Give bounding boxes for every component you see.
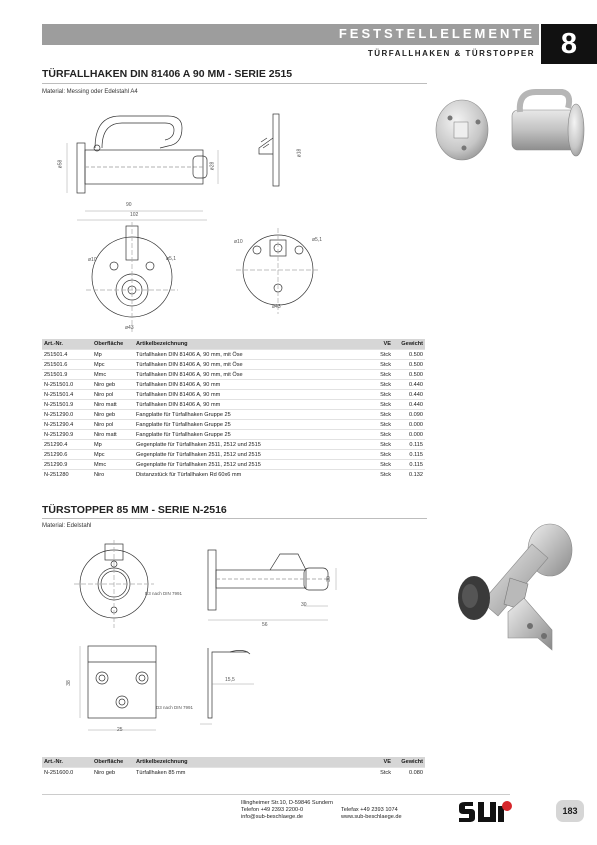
cell-weight: 0.000 bbox=[393, 420, 425, 430]
dim-d43-right: ø43 bbox=[272, 304, 281, 310]
cell-ve: Stck bbox=[365, 410, 393, 420]
th-art: Art.-Nr. bbox=[42, 757, 92, 768]
table-row bbox=[42, 420, 425, 430]
hook-front-drawing bbox=[80, 222, 190, 332]
cell-surface: Niro bbox=[92, 470, 134, 480]
product-table-1 bbox=[42, 339, 425, 479]
table-header-row bbox=[42, 757, 425, 768]
fax-line: Telefax +49 2393 1074 bbox=[341, 807, 398, 813]
section2-title: TÜRSTOPPER 85 MM - SERIE N-2516 bbox=[42, 504, 227, 516]
cell-surface: Niro geb bbox=[92, 380, 134, 390]
table-row bbox=[42, 390, 425, 400]
cell-art-nr: N-251290.9 bbox=[42, 430, 92, 440]
stopper-front-drawing bbox=[60, 540, 183, 630]
cell-surface: Niro geb bbox=[92, 410, 134, 420]
page-title: FESTSTELLELEMENTE bbox=[338, 26, 535, 41]
cell-surface: Niro matt bbox=[92, 430, 134, 440]
footer-rule bbox=[42, 794, 510, 795]
cell-weight: 0.080 bbox=[393, 768, 425, 778]
hook-side-dims bbox=[50, 108, 250, 228]
cell-art-nr: N-251501.4 bbox=[42, 390, 92, 400]
cell-surface: Mp bbox=[92, 350, 134, 360]
cell-art-nr: N-251600.0 bbox=[42, 768, 92, 778]
table-row bbox=[42, 430, 425, 440]
section2-rule bbox=[42, 518, 427, 519]
cell-surface: Mpc bbox=[92, 360, 134, 370]
cell-weight: 0.500 bbox=[393, 350, 425, 360]
stopper-product-photo bbox=[440, 518, 595, 658]
cell-description: Türfallhaken DIN 81406 A, 90 mm bbox=[134, 380, 365, 390]
th-surface: Oberfläche bbox=[92, 757, 134, 768]
cell-surface: Niro matt bbox=[92, 400, 134, 410]
cell-art-nr: 251290.9 bbox=[42, 460, 92, 470]
table-row bbox=[42, 768, 425, 778]
cell-weight: 0.090 bbox=[393, 410, 425, 420]
cell-surface: Niro pol bbox=[92, 390, 134, 400]
cell-weight: 0.115 bbox=[393, 460, 425, 470]
dim-d51-right: ø5,1 bbox=[312, 237, 323, 243]
th-desc: Artikelbezeichnung bbox=[134, 757, 365, 768]
cell-ve: Stck bbox=[365, 430, 393, 440]
sub-logo bbox=[457, 800, 517, 824]
plate-side-drawing bbox=[255, 112, 295, 192]
table-row bbox=[42, 350, 425, 360]
cell-surface: Mmc bbox=[92, 370, 134, 380]
cell-art-nr: 251501.4 bbox=[42, 350, 92, 360]
product-table-2 bbox=[42, 757, 425, 777]
chapter-badge: 8 bbox=[541, 24, 597, 64]
dim-len90: 90 bbox=[126, 202, 132, 208]
table-row bbox=[42, 460, 425, 470]
dim-d10-left: ø10 bbox=[88, 257, 97, 263]
cell-art-nr: N-251501.0 bbox=[42, 380, 92, 390]
phone-line: Telefon +49 2393 2200-0 bbox=[241, 807, 304, 813]
dim-d28: ø28 bbox=[209, 161, 216, 171]
cell-surface: Niro geb bbox=[92, 768, 134, 778]
section1-material: Material: Messing oder Edelstahl A4 bbox=[42, 89, 138, 95]
page-number: 183 bbox=[556, 800, 584, 822]
th-weight: Gewicht bbox=[393, 339, 425, 350]
cell-weight: 0.440 bbox=[393, 380, 425, 390]
footer-address bbox=[241, 800, 333, 821]
dim-d10-right: ø10 bbox=[234, 239, 243, 245]
th-ve: VE bbox=[365, 757, 393, 768]
cell-ve: Stck bbox=[365, 450, 393, 460]
table-row bbox=[42, 410, 425, 420]
dim-d51-left: ø5,1 bbox=[166, 256, 177, 262]
cell-art-nr: N-251290.0 bbox=[42, 410, 92, 420]
th-surface: Oberfläche bbox=[92, 339, 134, 350]
cell-ve: Stck bbox=[365, 370, 393, 380]
cell-weight: 0.000 bbox=[393, 430, 425, 440]
cell-description: Fangplatte für Türfallhaken Gruppe 25 bbox=[134, 420, 365, 430]
dim-d18: ø18 bbox=[296, 148, 303, 158]
cell-ve: Stck bbox=[365, 768, 393, 778]
table-row bbox=[42, 440, 425, 450]
angle-plate-side-dims bbox=[200, 644, 270, 734]
cell-ve: Stck bbox=[365, 400, 393, 410]
cell-description: Fangplatte für Türfallhaken Gruppe 25 bbox=[134, 430, 365, 440]
cell-surface: Mpc bbox=[92, 450, 134, 460]
table-row bbox=[42, 380, 425, 390]
cell-art-nr: 251501.9 bbox=[42, 370, 92, 380]
th-desc: Artikelbezeichnung bbox=[134, 339, 365, 350]
cell-ve: Stck bbox=[365, 350, 393, 360]
cell-ve: Stck bbox=[365, 420, 393, 430]
cell-ve: Stck bbox=[365, 380, 393, 390]
hook-product-photo bbox=[432, 82, 592, 174]
cell-ve: Stck bbox=[365, 460, 393, 470]
cell-description: Türfallhaken DIN 81406 A, 90 mm, mit Öse bbox=[134, 360, 365, 370]
table-row bbox=[42, 370, 425, 380]
cell-surface: Mp bbox=[92, 440, 134, 450]
dim-len102: 102 bbox=[130, 212, 139, 218]
cell-weight: 0.115 bbox=[393, 450, 425, 460]
angle-plate-dims bbox=[80, 640, 170, 740]
cell-surface: Mmc bbox=[92, 460, 134, 470]
dim-len155: 15,5 bbox=[225, 677, 235, 683]
dim-d03-top: D3 nach DIN 7991 bbox=[145, 591, 183, 596]
cell-weight: 0.500 bbox=[393, 360, 425, 370]
table-row bbox=[42, 470, 425, 480]
dim-len25: 25 bbox=[117, 727, 123, 733]
th-ve: VE bbox=[365, 339, 393, 350]
cell-weight: 0.440 bbox=[393, 390, 425, 400]
section2-material: Material: Edelstahl bbox=[42, 523, 92, 529]
cell-description: Türfallhaken DIN 81406 A, 90 mm, mit Öse bbox=[134, 370, 365, 380]
cell-description: Gegenplatte für Türfallhaken 2511, 2512 und 2515 bbox=[134, 460, 365, 470]
cell-art-nr: 251290.4 bbox=[42, 440, 92, 450]
cell-description: Türfallhaken DIN 81406 A, 90 mm bbox=[134, 390, 365, 400]
cell-description: Fangplatte für Türfallhaken Gruppe 25 bbox=[134, 410, 365, 420]
cell-art-nr: 251290.6 bbox=[42, 450, 92, 460]
th-weight: Gewicht bbox=[393, 757, 425, 768]
cell-art-nr: 251501.6 bbox=[42, 360, 92, 370]
table-header-row bbox=[42, 339, 425, 350]
cell-weight: 0.500 bbox=[393, 370, 425, 380]
section1-rule bbox=[42, 83, 427, 84]
cell-ve: Stck bbox=[365, 470, 393, 480]
stopper-side-dims bbox=[200, 544, 350, 634]
email-link[interactable]: info@sub-beschlaege.de bbox=[241, 814, 303, 820]
cell-description: Gegenplatte für Türfallhaken 2511, 2512 und 2515 bbox=[134, 440, 365, 450]
web-link[interactable]: www.sub-beschlaege.de bbox=[341, 814, 402, 820]
dim-len30: 30 bbox=[301, 602, 307, 608]
cell-art-nr: N-251290.4 bbox=[42, 420, 92, 430]
address-line: Illingheimer Str.10, D-59846 Sundern bbox=[241, 800, 334, 806]
dim-h30: 30 bbox=[325, 576, 332, 582]
cell-description: Gegenplatte für Türfallhaken 2511, 2512 und 2515 bbox=[134, 450, 365, 460]
table-row bbox=[42, 450, 425, 460]
page-subtitle: TÜRFALLHAKEN & TÜRSTOPPER bbox=[367, 49, 535, 58]
cell-description: Distanzstück für Türfallhaken Rd 60x6 mm bbox=[134, 470, 365, 480]
dim-len56: 56 bbox=[262, 622, 268, 628]
cell-weight: 0.132 bbox=[393, 470, 425, 480]
cell-description: Türfallhaken 85 mm bbox=[134, 768, 365, 778]
cell-weight: 0.115 bbox=[393, 440, 425, 450]
cell-ve: Stck bbox=[365, 390, 393, 400]
cell-ve: Stck bbox=[365, 360, 393, 370]
cell-surface: Niro pol bbox=[92, 420, 134, 430]
section1-title: TÜRFALLHAKEN DIN 81406 A 90 MM - SERIE 2515 bbox=[42, 68, 293, 80]
cell-description: Türfallhaken DIN 81406 A, 90 mm bbox=[134, 400, 365, 410]
table-row bbox=[42, 400, 425, 410]
cell-weight: 0.440 bbox=[393, 400, 425, 410]
cell-art-nr: N-251501.9 bbox=[42, 400, 92, 410]
dim-d03-bottom: D3 nach DIN 7991 bbox=[156, 705, 194, 710]
dim-d43-left: ø43 bbox=[125, 325, 134, 331]
cell-ve: Stck bbox=[365, 440, 393, 450]
cell-description: Türfallhaken DIN 81406 A, 90 mm, mit Öse bbox=[134, 350, 365, 360]
footer-contact-2 bbox=[341, 807, 402, 821]
dim-h38: 38 bbox=[65, 680, 72, 686]
th-art: Art.-Nr. bbox=[42, 339, 92, 350]
dim-d58: ø58 bbox=[57, 159, 64, 169]
table-row bbox=[42, 360, 425, 370]
cell-art-nr: N-251280 bbox=[42, 470, 92, 480]
